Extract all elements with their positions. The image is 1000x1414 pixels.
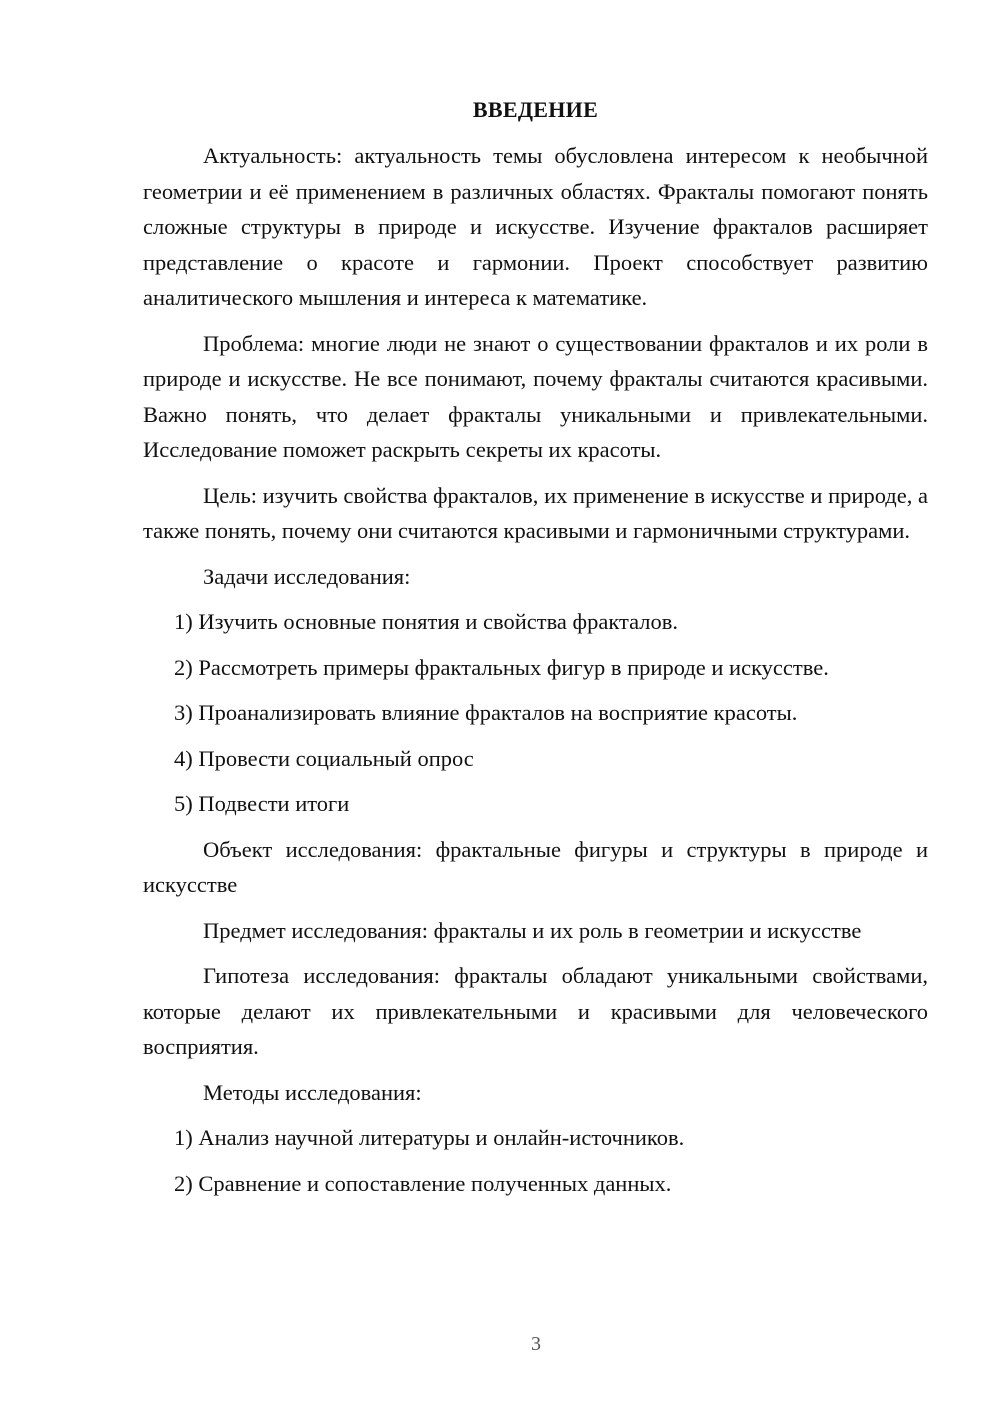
goal-paragraph: Цель: изучить свойства фракталов, их применение в искусстве и природе, а также понять, почему они считаются красивыми и гармоничными структурами. — [143, 482, 928, 543]
relevance-paragraph: Актуальность: актуальность темы обусловлена интересом к необычной геометрии и её применением в различных областях. Фракталы помогают понять сложные структуры в природе и искусстве. Изучение фракталов расширяет представление о красоте и гармонии. Проект способствует развитию аналитического мышления и интереса к математике. — [143, 143, 928, 310]
task-item: 3) Проанализировать влияние фракталов на восприятие красоты. — [174, 700, 798, 725]
page-number: 3 — [531, 1333, 541, 1355]
object-paragraph: Объект исследования: фрактальные фигуры и структуры в природе и искусстве — [143, 836, 928, 897]
page-title: ВВЕДЕНИЕ — [472, 97, 599, 122]
task-item: 5) Подвести итоги — [174, 791, 350, 816]
page-content — [143, 94, 928, 1201]
tasks-heading: Задачи исследования: — [203, 563, 411, 589]
problem-paragraph: Проблема: многие люди не знают о существовании фракталов и их роли в природе и искусстве. Не все понимают, почему фракталы считаются красивыми. Важно понять, что делает фракталы уникальными и привлекательными. Исследование поможет раскрыть секреты их красоты. — [143, 330, 928, 462]
task-item: 2) Рассмотреть примеры фрактальных фигур в природе и искусстве. — [174, 654, 829, 680]
methods-heading: Методы исследования: — [203, 1079, 422, 1105]
task-item: 4) Провести социальный опрос — [174, 745, 474, 771]
method-item: 2) Сравнение и сопоставление полученных данных. — [174, 1170, 672, 1196]
method-item: 1) Анализ научной литературы и онлайн-источников. — [174, 1125, 685, 1150]
subject-paragraph: Предмет исследования: фракталы и их роль в геометрии и искусстве — [203, 917, 862, 943]
hypothesis-paragraph: Гипотеза исследования: фракталы обладают уникальными свойствами, которые делают их привлекательными и красивыми для человеческого восприятия. — [143, 963, 928, 1059]
task-item: 1) Изучить основные понятия и свойства фракталов. — [174, 609, 679, 634]
